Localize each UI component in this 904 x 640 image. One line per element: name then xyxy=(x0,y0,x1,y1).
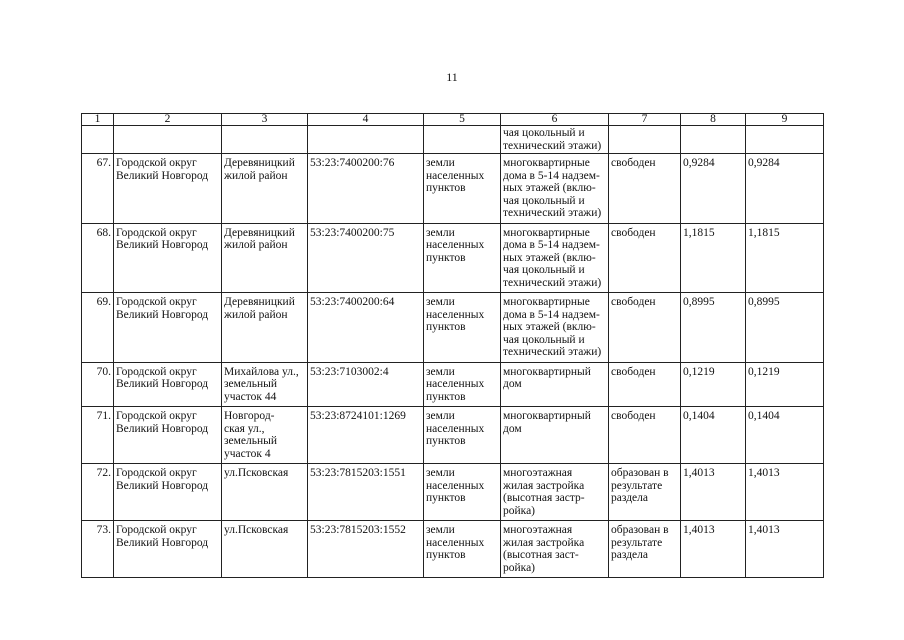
column-header: 8 xyxy=(681,114,746,126)
location-cell: Новгород- ская ул., земельный участок 4 xyxy=(222,407,308,464)
cadastral-number-cell: 53:23:7400200:76 xyxy=(308,154,424,224)
permitted-use-cell: многоквартирные дома в 5-14 надзем- ных этажей (вклю- чая цокольный и технический этажи) xyxy=(501,293,609,363)
area-cell: 0,8995 xyxy=(681,293,746,363)
location-cell: ул.Псковская xyxy=(222,521,308,578)
table-cell xyxy=(609,126,681,154)
table-row xyxy=(82,521,824,578)
table-cell xyxy=(222,126,308,154)
row-number-cell: 68. xyxy=(82,223,114,293)
table-row xyxy=(82,407,824,464)
location-cell: ул.Псковская xyxy=(222,464,308,521)
cadastral-number-cell: 53:23:7815203:1552 xyxy=(308,521,424,578)
table-cell xyxy=(424,126,501,154)
permitted-use-cell: многоквартирные дома в 5-14 надзем- ных этажей (вклю- чая цокольный и технический этажи) xyxy=(501,223,609,293)
municipality-cell: Городской округ Великий Новгород xyxy=(114,407,222,464)
table-row xyxy=(82,293,824,363)
row-number-cell: 71. xyxy=(82,407,114,464)
permitted-use-cell: многоэтажная жилая застройка (высотная застр- ройка) xyxy=(501,464,609,521)
table-row xyxy=(82,223,824,293)
area-cell: 0,8995 xyxy=(746,293,824,363)
municipality-cell: Городской округ Великий Новгород xyxy=(114,464,222,521)
area-cell: 1,4013 xyxy=(681,464,746,521)
area-cell: 1,1815 xyxy=(746,223,824,293)
land-plots-table xyxy=(81,113,824,578)
permitted-use-cell: многоэтажная жилая застройка (высотная заст- ройка) xyxy=(501,521,609,578)
table-cell xyxy=(681,126,746,154)
column-header: 3 xyxy=(222,114,308,126)
land-category-cell: земли населенных пунктов xyxy=(424,407,501,464)
table-cell xyxy=(308,126,424,154)
land-category-cell: земли населенных пунктов xyxy=(424,521,501,578)
municipality-cell: Городской округ Великий Новгород xyxy=(114,521,222,578)
area-cell: 0,1219 xyxy=(681,362,746,407)
area-cell: 1,4013 xyxy=(746,464,824,521)
continuation-use-cell: чая цокольный и технический этажи) xyxy=(501,126,609,154)
location-cell: Деревяницкий жилой район xyxy=(222,154,308,224)
table-cell xyxy=(114,126,222,154)
area-cell: 1,1815 xyxy=(681,223,746,293)
table-row xyxy=(82,464,824,521)
row-number-cell: 67. xyxy=(82,154,114,224)
plot-status-cell: образован в результате раздела xyxy=(609,464,681,521)
cadastral-number-cell: 53:23:7103002:4 xyxy=(308,362,424,407)
table-cell xyxy=(746,126,824,154)
cadastral-number-cell: 53:23:7400200:75 xyxy=(308,223,424,293)
row-number-cell: 72. xyxy=(82,464,114,521)
land-category-cell: земли населенных пунктов xyxy=(424,362,501,407)
permitted-use-cell: многоквартирный дом xyxy=(501,407,609,464)
land-category-cell: земли населенных пунктов xyxy=(424,223,501,293)
municipality-cell: Городской округ Великий Новгород xyxy=(114,223,222,293)
area-cell: 0,9284 xyxy=(681,154,746,224)
cadastral-number-cell: 53:23:7400200:64 xyxy=(308,293,424,363)
area-cell: 0,1219 xyxy=(746,362,824,407)
column-number-row xyxy=(82,114,824,126)
land-category-cell: земли населенных пунктов xyxy=(424,464,501,521)
area-cell: 1,4013 xyxy=(746,521,824,578)
permitted-use-cell: многоквартирные дома в 5-14 надзем- ных этажей (вклю- чая цокольный и технический этажи) xyxy=(501,154,609,224)
land-category-cell: земли населенных пунктов xyxy=(424,154,501,224)
cadastral-number-cell: 53:23:8724101:1269 xyxy=(308,407,424,464)
municipality-cell: Городской округ Великий Новгород xyxy=(114,293,222,363)
plot-status-cell: свободен xyxy=(609,223,681,293)
permitted-use-cell: многоквартирный дом xyxy=(501,362,609,407)
column-header: 4 xyxy=(308,114,424,126)
table-cell xyxy=(82,126,114,154)
column-header: 2 xyxy=(114,114,222,126)
column-header: 5 xyxy=(424,114,501,126)
plot-status-cell: образован в результате раздела xyxy=(609,521,681,578)
plot-status-cell: свободен xyxy=(609,362,681,407)
plot-status-cell: свободен xyxy=(609,293,681,363)
municipality-cell: Городской округ Великий Новгород xyxy=(114,362,222,407)
plot-status-cell: свободен xyxy=(609,407,681,464)
column-header: 6 xyxy=(501,114,609,126)
column-header: 9 xyxy=(746,114,824,126)
location-cell: Деревяницкий жилой район xyxy=(222,223,308,293)
area-cell: 0,9284 xyxy=(746,154,824,224)
land-category-cell: земли населенных пунктов xyxy=(424,293,501,363)
page-number: 11 xyxy=(446,70,458,84)
row-number-cell: 73. xyxy=(82,521,114,578)
row-number-cell: 69. xyxy=(82,293,114,363)
continuation-row xyxy=(82,126,824,154)
column-header: 1 xyxy=(82,114,114,126)
table-row xyxy=(82,362,824,407)
column-header: 7 xyxy=(609,114,681,126)
table-row xyxy=(82,154,824,224)
municipality-cell: Городской округ Великий Новгород xyxy=(114,154,222,224)
area-cell: 0,1404 xyxy=(681,407,746,464)
cadastral-number-cell: 53:23:7815203:1551 xyxy=(308,464,424,521)
area-cell: 0,1404 xyxy=(746,407,824,464)
plot-status-cell: свободен xyxy=(609,154,681,224)
area-cell: 1,4013 xyxy=(681,521,746,578)
location-cell: Деревяницкий жилой район xyxy=(222,293,308,363)
row-number-cell: 70. xyxy=(82,362,114,407)
location-cell: Михайлова ул., земельный участок 44 xyxy=(222,362,308,407)
